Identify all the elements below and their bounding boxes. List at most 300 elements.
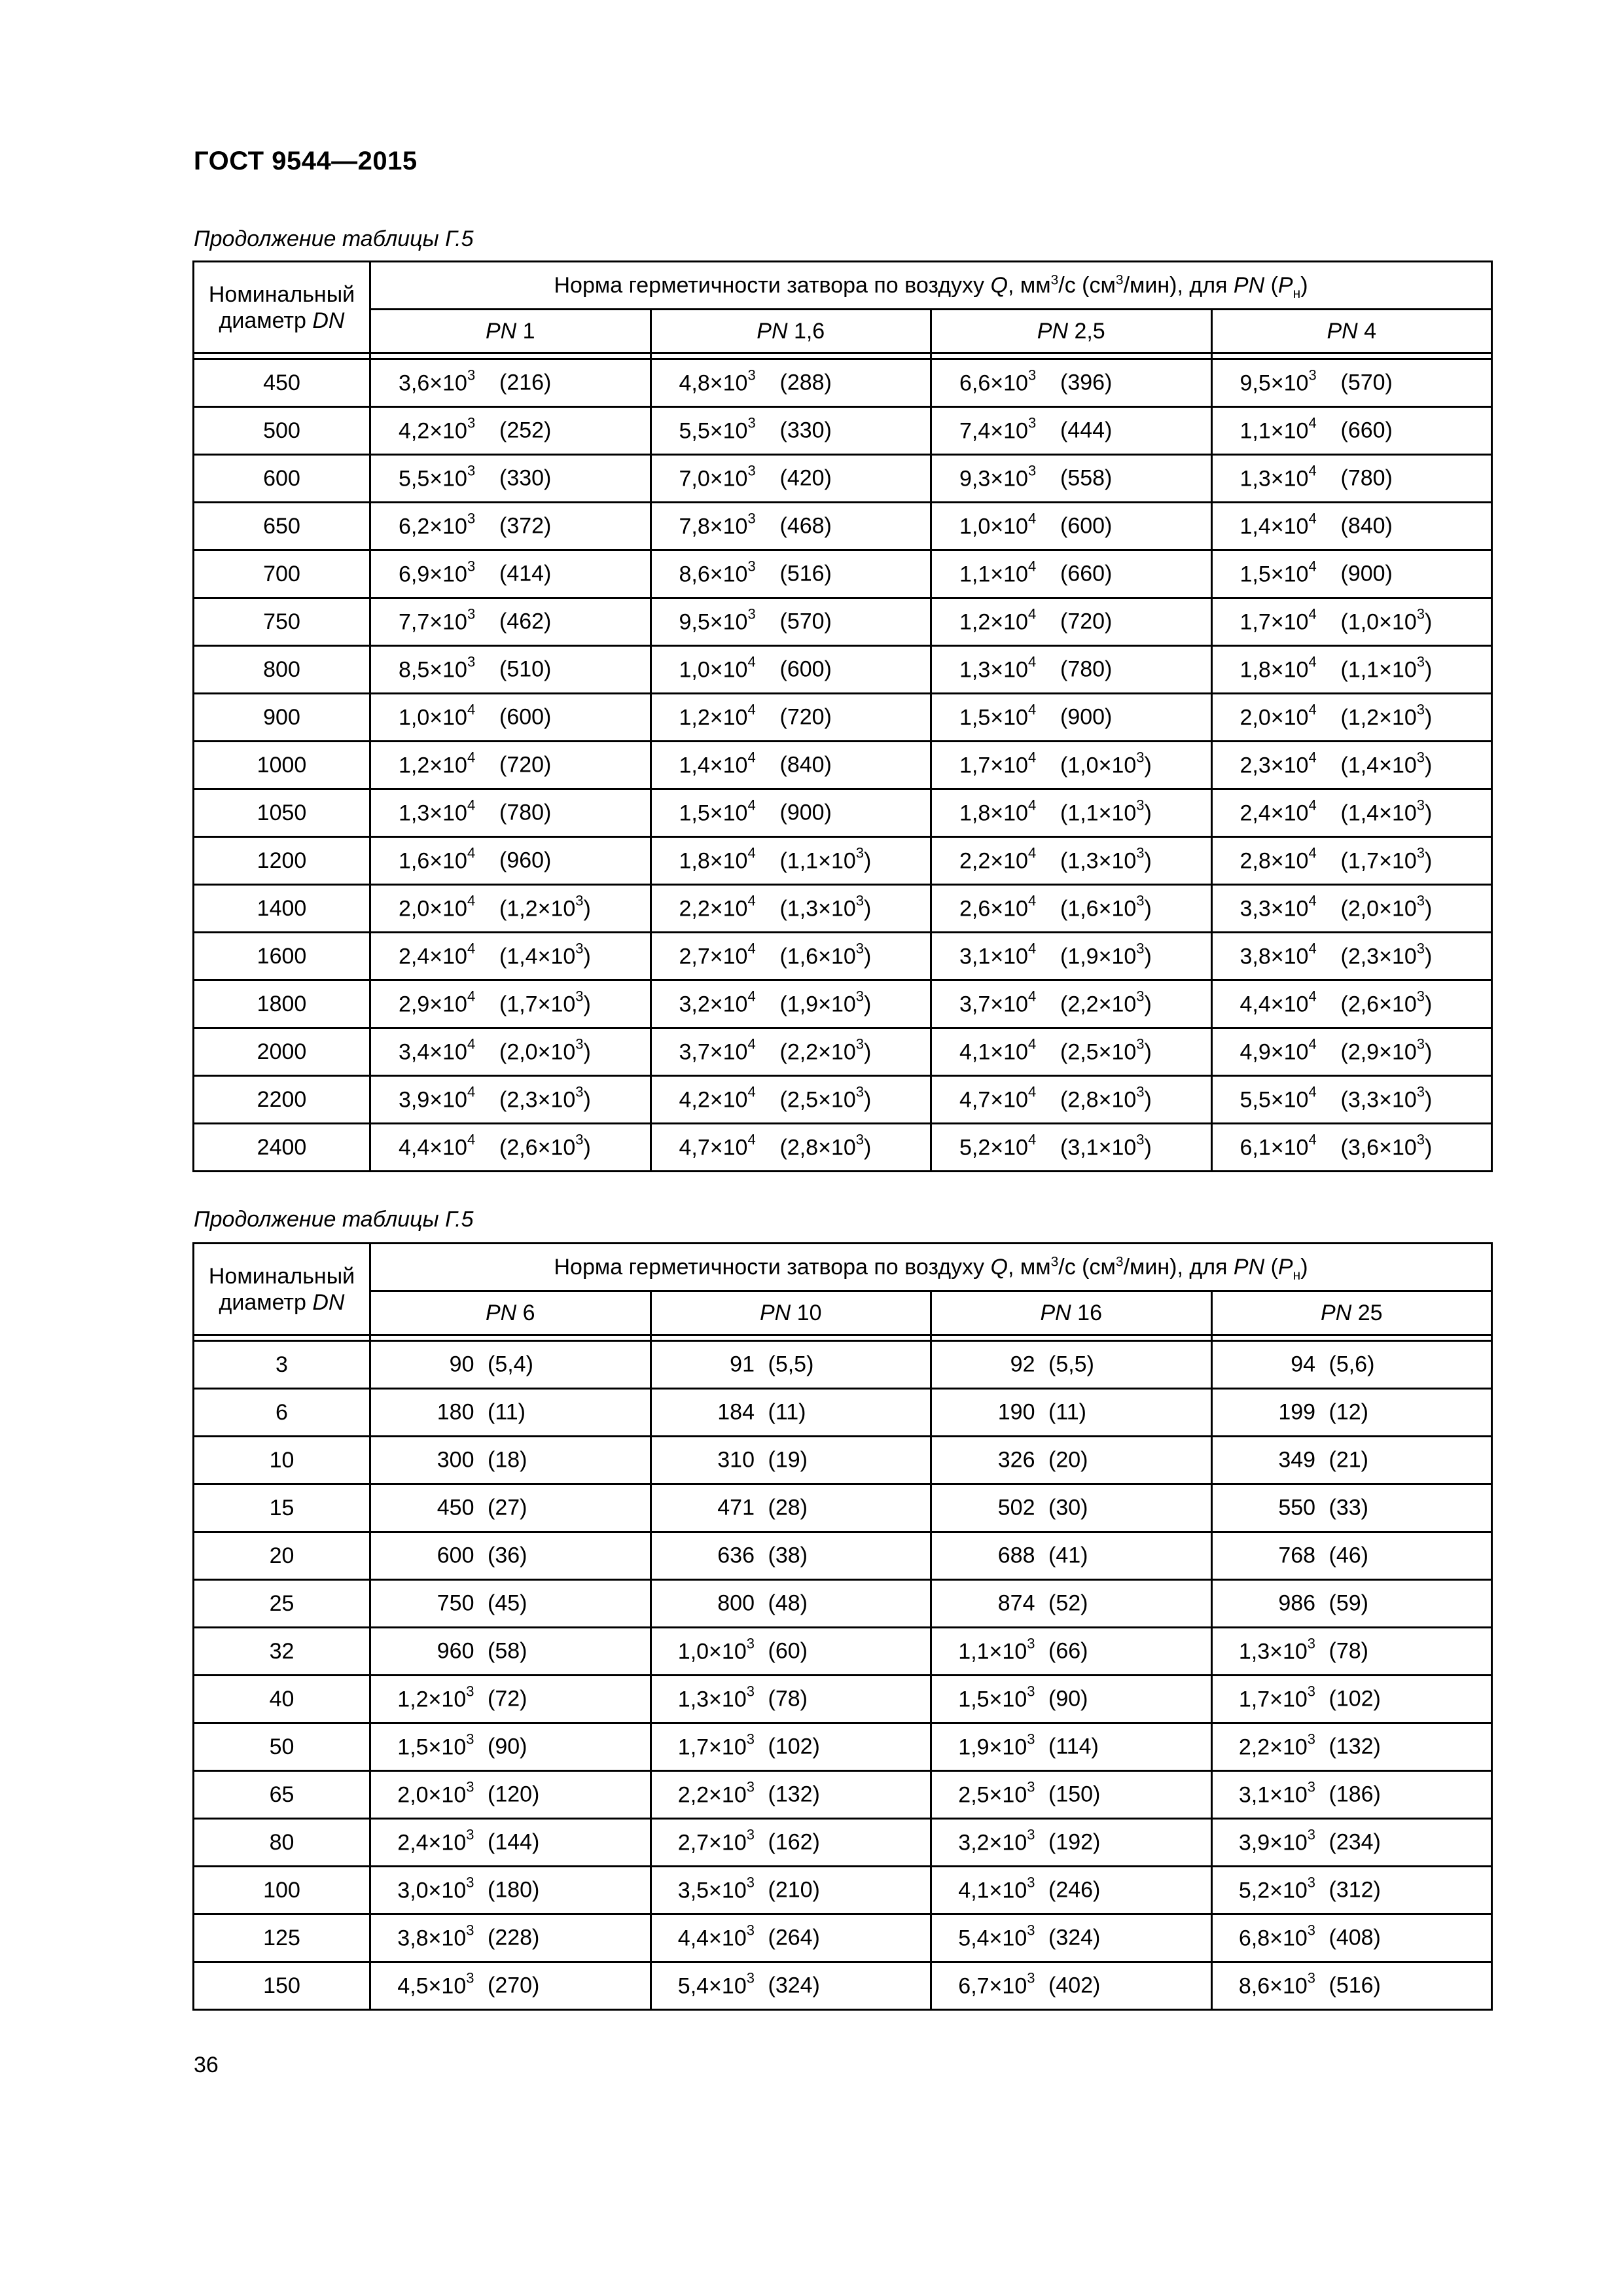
leak-rate-value-group <box>652 1581 931 1626</box>
header-text: 4 <box>1364 318 1377 344</box>
mantissa: 2,9×10 <box>399 992 467 1017</box>
exponent: 4 <box>1308 749 1317 766</box>
mantissa: 3,6×10 <box>399 370 467 396</box>
leak-rate-value-group <box>1213 1676 1491 1722</box>
flow-value-mm3-per-s <box>1240 462 1317 492</box>
mantissa: 8,6×10 <box>679 562 748 587</box>
exponent: 4 <box>1027 844 1037 861</box>
closing-parenthesis: ) <box>1144 944 1152 969</box>
closing-parenthesis: ) <box>864 1039 872 1065</box>
closing-parenthesis: ) <box>583 1087 591 1113</box>
exponent: 3 <box>1136 749 1145 766</box>
exponent: 4 <box>1308 510 1317 527</box>
leak-rate-value-group <box>371 503 650 549</box>
mantissa: (1,9×10 <box>1060 944 1137 969</box>
exponent: 4 <box>1027 940 1037 957</box>
flow-value-cm3-per-min <box>768 1639 808 1664</box>
leak-rate-cell <box>651 1771 931 1819</box>
flow-value-mm3-per-s <box>399 1083 476 1113</box>
flow-value-mm3-per-s <box>730 1352 755 1378</box>
mantissa: (312) <box>1329 1877 1381 1903</box>
mantissa: (48) <box>768 1590 808 1616</box>
mantissa: (660) <box>1060 561 1113 586</box>
leak-rate-cell <box>931 1819 1212 1867</box>
mantissa: (5,5) <box>768 1352 814 1377</box>
mantissa: (186) <box>1329 1782 1381 1807</box>
mantissa: 6,9×10 <box>399 562 467 587</box>
exponent: 4 <box>1308 653 1317 670</box>
mantissa: (2,6×10 <box>1340 992 1417 1017</box>
divider-cell <box>1211 353 1492 359</box>
leak-rate-cell <box>370 1484 651 1532</box>
flow-value-mm3-per-s <box>677 1969 755 1999</box>
leak-rate-value-group <box>1213 886 1491 931</box>
leak-rate-cell <box>1211 1437 1492 1484</box>
flow-value-cm3-per-min <box>499 514 551 539</box>
mantissa: (2,5×10 <box>1060 1039 1137 1065</box>
header-text: Норма герметичности затвора по воздуху <box>554 1254 991 1280</box>
flow-value-cm3-per-min <box>499 1035 591 1065</box>
mantissa: 7,7×10 <box>399 609 467 635</box>
mantissa: 6,2×10 <box>399 514 467 539</box>
mantissa: 1,7×10 <box>1240 609 1309 635</box>
exponent: 4 <box>1308 844 1317 861</box>
flow-value-cm3-per-min <box>780 705 832 730</box>
mantissa: 4,1×10 <box>959 1039 1028 1065</box>
flow-value-cm3-per-min <box>1341 990 1433 1017</box>
flow-value-cm3-per-min <box>768 1926 820 1951</box>
mantissa: 4,7×10 <box>679 1135 748 1160</box>
leak-rate-value-group <box>1213 1342 1491 1388</box>
exponent: 4 <box>1027 797 1037 814</box>
leak-rate-cell <box>1211 550 1492 598</box>
header-row <box>194 1244 1492 1291</box>
flow-value-mm3-per-s <box>399 462 476 492</box>
leak-rate-value-group <box>652 1628 931 1674</box>
flow-value-cm3-per-min <box>488 1543 527 1569</box>
leak-rate-value-group <box>371 933 650 979</box>
exponent: 3 <box>1027 1826 1035 1843</box>
mantissa: (19) <box>768 1447 808 1473</box>
flow-value-mm3-per-s <box>959 462 1037 492</box>
closing-parenthesis: ) <box>1425 800 1433 826</box>
mantissa: 4,4×10 <box>399 1135 467 1160</box>
leak-rate-cell <box>651 1389 931 1437</box>
leak-rate-cell <box>1211 646 1492 694</box>
leak-rate-cell <box>1211 1867 1492 1914</box>
leak-rate-cell <box>651 550 931 598</box>
leak-rate-cell <box>931 1437 1212 1484</box>
flow-value-mm3-per-s <box>1240 605 1317 635</box>
mantissa: (78) <box>1329 1638 1368 1664</box>
header-text: ( <box>1264 272 1278 298</box>
header-text: /мин), для <box>1123 1254 1234 1280</box>
flow-value-cm3-per-min <box>1060 990 1152 1017</box>
flow-value-mm3-per-s <box>677 1826 755 1856</box>
header-text: , мм <box>1007 272 1051 298</box>
mantissa: 550 <box>1278 1495 1316 1520</box>
mantissa: 2,7×10 <box>679 944 748 969</box>
flow-value-cm3-per-min <box>488 1830 539 1856</box>
header-text: Q <box>990 272 1008 298</box>
mantissa: (36) <box>488 1543 527 1568</box>
leak-rate-value-group <box>1213 790 1491 836</box>
mantissa: 2,2×10 <box>959 848 1028 874</box>
nominal-diameter-cell: 50 <box>194 1723 370 1771</box>
flow-value-mm3-per-s <box>1278 1543 1315 1569</box>
mantissa: (132) <box>768 1782 820 1807</box>
leak-rate-value-group <box>932 886 1211 931</box>
flow-value-cm3-per-min <box>488 1687 527 1712</box>
leak-rate-cell <box>651 742 931 789</box>
mantissa: (144) <box>488 1829 540 1855</box>
nominal-diameter-cell: 1200 <box>194 837 370 885</box>
exponent: 3 <box>1136 1083 1145 1100</box>
leak-rate-value-group <box>371 1077 650 1122</box>
mantissa: 4,4×10 <box>677 1926 747 1951</box>
nominal-diameter-cell: 450 <box>194 359 370 407</box>
flow-value-mm3-per-s <box>1240 892 1317 922</box>
mantissa: (120) <box>488 1782 540 1807</box>
mantissa: 2,2×10 <box>677 1782 747 1808</box>
header-text: P <box>1277 1254 1293 1280</box>
nominal-diameter-cell: 1400 <box>194 885 370 933</box>
flow-value-cm3-per-min <box>768 1543 808 1569</box>
closing-parenthesis: ) <box>864 992 872 1017</box>
mantissa: (1,9×10 <box>779 992 856 1017</box>
flow-value-cm3-per-min <box>780 418 832 444</box>
flow-value-cm3-per-min <box>488 1496 527 1521</box>
leak-rate-cell <box>370 455 651 503</box>
table-row <box>194 837 1492 885</box>
leak-rate-value-group <box>1213 1628 1491 1674</box>
leak-rate-cell <box>651 694 931 742</box>
nominal-diameter-cell: 2200 <box>194 1076 370 1124</box>
mantissa: 3,9×10 <box>1238 1830 1308 1856</box>
mantissa: 5,2×10 <box>1238 1878 1308 1903</box>
flow-value-mm3-per-s <box>399 701 476 730</box>
mantissa: 1,4×10 <box>679 753 748 778</box>
flow-value-mm3-per-s <box>959 701 1037 730</box>
mantissa: (1,1×10 <box>779 848 856 874</box>
header-text: DN <box>312 1289 345 1315</box>
exponent: 3 <box>467 653 476 670</box>
mantissa: 8,6×10 <box>1238 1973 1308 1999</box>
exponent: 3 <box>466 1922 474 1939</box>
leak-rate-value-group <box>652 1867 931 1913</box>
divider-cell <box>1211 1335 1492 1341</box>
exponent: 3 <box>746 1778 755 1795</box>
leak-rate-cell <box>370 837 651 885</box>
exponent: 4 <box>467 940 476 957</box>
table-caption: Продолжение таблицы Г.5 <box>194 1207 474 1232</box>
flow-value-cm3-per-min <box>779 844 872 874</box>
exponent: 4 <box>1308 988 1317 1005</box>
flow-value-cm3-per-min <box>768 1687 808 1712</box>
exponent: 3 <box>1027 1683 1035 1700</box>
leak-rate-cell <box>651 1580 931 1628</box>
flow-value-mm3-per-s <box>679 369 756 396</box>
mantissa: 349 <box>1278 1447 1316 1473</box>
flow-value-mm3-per-s <box>1240 1131 1317 1160</box>
exponent: 3 <box>1136 940 1145 957</box>
nominal-diameter-cell: 3 <box>194 1341 370 1389</box>
leak-rate-value-group <box>371 981 650 1027</box>
mantissa: (324) <box>1048 1925 1101 1950</box>
leak-rate-cell <box>370 1628 651 1676</box>
mantissa: 6,8×10 <box>1238 1926 1308 1951</box>
mantissa: (1,7×10 <box>499 992 576 1017</box>
header-text: PN <box>1037 318 1068 344</box>
exponent: 3 <box>746 1731 755 1748</box>
mantissa: 4,5×10 <box>397 1973 467 1999</box>
exponent: 3 <box>1307 1969 1316 1986</box>
leak-rate-cell <box>1211 1076 1492 1124</box>
closing-parenthesis: ) <box>583 896 591 922</box>
flow-value-cm3-per-min <box>1060 799 1152 826</box>
flow-value-cm3-per-min <box>1340 653 1433 683</box>
flow-value-cm3-per-min <box>1060 892 1152 922</box>
table-row <box>194 407 1492 455</box>
flow-value-mm3-per-s <box>1240 799 1317 826</box>
leak-rate-value-group <box>1213 1820 1491 1865</box>
nominal-diameter-cell: 25 <box>194 1580 370 1628</box>
closing-parenthesis: ) <box>864 1135 872 1160</box>
mantissa: 1,1×10 <box>958 1639 1027 1664</box>
mantissa: 1,3×10 <box>1240 466 1309 492</box>
flow-value-mm3-per-s <box>677 1778 755 1808</box>
header-text: ) <box>1300 1254 1308 1280</box>
flow-value-mm3-per-s <box>679 799 756 826</box>
flow-value-mm3-per-s <box>998 1591 1035 1617</box>
leak-rate-value-group <box>371 1676 650 1722</box>
leak-rate-value-group <box>652 981 931 1027</box>
leak-rate-value-group <box>932 1867 1211 1913</box>
leak-rate-value-group <box>1213 933 1491 979</box>
leak-rate-value-group <box>371 408 650 454</box>
mantissa: 5,4×10 <box>958 1926 1027 1951</box>
leak-rate-value-group <box>371 360 650 406</box>
leak-rate-cell <box>1211 455 1492 503</box>
column-header-nominal-diameter <box>194 1244 370 1335</box>
flow-value-cm3-per-min <box>1329 1591 1368 1617</box>
table-row <box>194 1867 1492 1914</box>
flow-value-cm3-per-min <box>488 1448 527 1473</box>
mantissa: 688 <box>997 1543 1035 1568</box>
mantissa: 1,8×10 <box>1240 657 1309 683</box>
flow-value-mm3-per-s <box>959 942 1036 969</box>
flow-value-mm3-per-s <box>679 414 756 444</box>
flow-value-mm3-per-s <box>399 1035 476 1065</box>
leak-rate-cell <box>651 1124 931 1172</box>
leak-rate-value-group <box>1213 1485 1491 1531</box>
leak-rate-value-group <box>371 1390 650 1435</box>
exponent: 3 <box>575 988 584 1005</box>
flow-value-mm3-per-s <box>1239 1685 1315 1712</box>
table-row <box>194 1676 1492 1723</box>
flow-value-mm3-per-s <box>959 1131 1037 1160</box>
mantissa: 636 <box>717 1543 755 1568</box>
mantissa: 3,0×10 <box>397 1878 467 1903</box>
column-header-pn <box>651 1291 931 1335</box>
leak-rate-value-group <box>371 1963 650 2009</box>
table-row <box>194 933 1492 980</box>
mantissa: (2,3×10 <box>1340 944 1417 969</box>
table-row <box>194 646 1492 694</box>
exponent: 3 <box>1416 797 1425 814</box>
mantissa: (3,6×10 <box>1340 1135 1417 1160</box>
exponent: 3 <box>1027 1778 1035 1795</box>
leak-rate-value-group <box>652 1915 931 1961</box>
leak-rate-cell <box>931 1580 1212 1628</box>
leak-rate-value-group <box>932 1390 1211 1435</box>
exponent: 3 <box>1307 1683 1316 1700</box>
leak-rate-cell <box>370 1532 651 1580</box>
mantissa: 190 <box>997 1399 1035 1425</box>
leak-rate-value-group <box>932 933 1211 979</box>
mantissa: (570) <box>779 609 832 634</box>
header-text: 6 <box>522 1300 535 1325</box>
mantissa: (18) <box>488 1447 527 1473</box>
leak-rate-cell <box>651 1819 931 1867</box>
mantissa: (2,0×10 <box>499 1039 576 1065</box>
leak-rate-value-group <box>371 1533 650 1579</box>
leak-rate-value-group <box>652 1963 931 2009</box>
leak-rate-cell <box>931 359 1212 407</box>
closing-parenthesis: ) <box>1425 705 1433 730</box>
mantissa: 2,0×10 <box>397 1782 467 1808</box>
mantissa: 5,5×10 <box>399 466 467 492</box>
leak-rate-cell <box>370 933 651 980</box>
leak-rate-cell <box>370 1914 651 1962</box>
exponent: 3 <box>1136 1035 1145 1052</box>
exponent: 4 <box>467 988 476 1005</box>
leak-rate-cell <box>370 646 651 694</box>
exponent: 4 <box>747 892 756 909</box>
flow-value-cm3-per-min <box>1341 370 1393 396</box>
flow-value-cm3-per-min <box>488 1973 539 1999</box>
mantissa: 1,1×10 <box>959 562 1028 587</box>
flow-value-cm3-per-min <box>1341 514 1393 539</box>
leak-rate-value-group <box>652 1676 931 1722</box>
mantissa: 9,5×10 <box>1240 370 1309 396</box>
mantissa: (11) <box>1048 1399 1086 1425</box>
mantissa: (2,6×10 <box>499 1135 576 1160</box>
leak-rate-value-group <box>932 742 1211 788</box>
table-row <box>194 980 1492 1028</box>
mantissa: (414) <box>499 561 552 586</box>
exponent: 3 <box>1307 1731 1316 1748</box>
flow-value-cm3-per-min <box>1060 1131 1152 1160</box>
flow-value-mm3-per-s <box>959 892 1037 922</box>
mantissa: (408) <box>1329 1925 1381 1950</box>
flow-value-cm3-per-min <box>1341 751 1433 778</box>
leak-rate-cell <box>1211 1389 1492 1437</box>
flow-value-cm3-per-min <box>780 466 832 492</box>
mantissa: 3,3×10 <box>1240 896 1309 922</box>
flow-value-mm3-per-s <box>1240 414 1317 444</box>
leak-rate-cell <box>1211 1962 1492 2010</box>
flow-value-cm3-per-min <box>780 370 832 396</box>
column-header-pn <box>931 1291 1212 1335</box>
exponent: 4 <box>467 1131 476 1148</box>
exponent: 3 <box>1307 1922 1316 1939</box>
mantissa: (246) <box>1048 1877 1101 1903</box>
flow-value-mm3-per-s <box>399 1131 476 1160</box>
leak-rate-value-group <box>1213 838 1491 884</box>
flow-value-cm3-per-min <box>1329 1639 1368 1664</box>
header-text: 16 <box>1077 1300 1102 1325</box>
exponent: 3 <box>1416 892 1425 909</box>
leak-rate-value-group <box>1213 647 1491 692</box>
exponent: 4 <box>1308 940 1317 957</box>
flow-value-mm3-per-s <box>958 1778 1035 1808</box>
exponent: 3 <box>1136 797 1145 814</box>
leak-rate-cell <box>370 1437 651 1484</box>
exponent: 4 <box>1308 701 1317 718</box>
flow-value-mm3-per-s <box>1240 990 1317 1017</box>
flow-value-mm3-per-s <box>679 653 756 683</box>
flow-value-cm3-per-min <box>779 892 872 922</box>
leak-rate-value-group <box>371 790 650 836</box>
leak-rate-cell <box>1211 407 1492 455</box>
flow-value-cm3-per-min <box>780 514 832 539</box>
mantissa: 180 <box>437 1399 474 1425</box>
leak-rate-value-group <box>932 838 1211 884</box>
mantissa: 2,0×10 <box>399 896 467 922</box>
mantissa: 310 <box>717 1447 755 1473</box>
mantissa: (960) <box>499 848 552 873</box>
mantissa: 4,4×10 <box>1240 992 1309 1017</box>
mantissa: 2,4×10 <box>1240 800 1309 826</box>
flow-value-cm3-per-min <box>1060 657 1112 683</box>
mantissa: 1,0×10 <box>677 1639 747 1664</box>
mantissa: (780) <box>1340 465 1393 491</box>
mantissa: 2,6×10 <box>959 896 1028 922</box>
leak-rate-value-group <box>932 1077 1211 1122</box>
flow-value-cm3-per-min <box>1329 1687 1381 1712</box>
header-text: Номинальный <box>208 1263 355 1289</box>
mantissa: (900) <box>1060 704 1113 730</box>
leak-rate-value-group <box>652 647 931 692</box>
nominal-diameter-cell: 65 <box>194 1771 370 1819</box>
closing-parenthesis: ) <box>864 848 872 874</box>
leak-rate-cell <box>370 694 651 742</box>
exponent: 3 <box>1136 1131 1145 1148</box>
flow-value-mm3-per-s <box>717 1591 755 1617</box>
divider-cell <box>651 353 931 359</box>
leak-rate-value-group <box>1213 1915 1491 1961</box>
mantissa: 300 <box>437 1447 474 1473</box>
flow-value-mm3-per-s <box>399 751 475 778</box>
exponent: 4 <box>1027 701 1037 718</box>
flow-value-cm3-per-min <box>1340 1083 1433 1113</box>
mantissa: (900) <box>1340 561 1393 586</box>
mantissa: (720) <box>779 704 832 730</box>
flow-value-cm3-per-min <box>1048 1352 1094 1378</box>
flow-value-cm3-per-min <box>499 562 551 587</box>
exponent: 4 <box>1027 892 1037 909</box>
mantissa: 6,1×10 <box>1240 1135 1309 1160</box>
header-text: DN <box>312 308 345 333</box>
exponent: 4 <box>747 797 756 814</box>
page-title: ГОСТ 9544—2015 <box>194 147 418 175</box>
mantissa: 3,7×10 <box>959 992 1028 1017</box>
exponent: 3 <box>1027 1635 1035 1652</box>
page-number: 36 <box>194 2053 219 2077</box>
leak-rate-value-group <box>371 551 650 597</box>
mantissa: 2,5×10 <box>958 1782 1027 1808</box>
